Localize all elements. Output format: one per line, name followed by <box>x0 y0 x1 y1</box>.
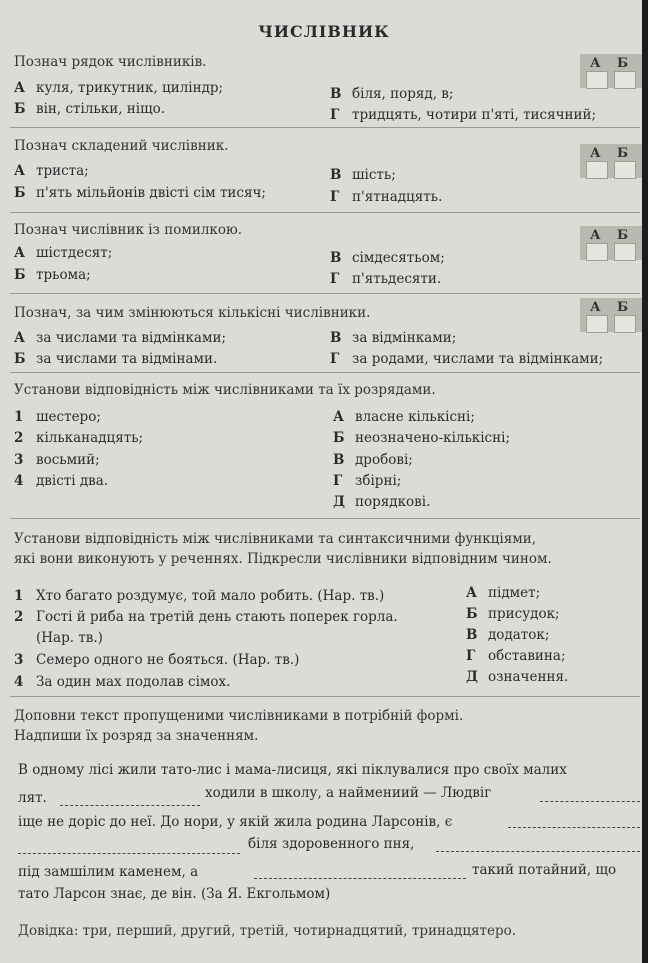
answer-cell-a[interactable] <box>586 243 608 261</box>
option-text: тридцять, чотири п'яті, тисячний; <box>352 107 597 123</box>
answer-cell-a[interactable] <box>586 315 608 333</box>
item-text: Гості й риба на третій день стають поперек горла. <box>36 609 398 625</box>
option-letter: В <box>330 330 342 346</box>
q3-option-g[interactable] <box>330 271 441 287</box>
option-text: біля, поряд, в; <box>352 86 454 102</box>
item-text: підмет; <box>488 585 541 601</box>
item-letter: В <box>333 452 345 468</box>
divider <box>10 212 640 213</box>
q6-function-a[interactable] <box>466 585 540 601</box>
question-2-prompt: Познач складений числівник. <box>14 138 229 154</box>
option-text: п'ятнадцять. <box>352 189 443 205</box>
divider <box>10 127 640 128</box>
option-text: шістдесят; <box>36 245 113 261</box>
question-6-prompt-line1: Установи відповідність між числівниками та синтаксичними функціями, <box>14 531 537 547</box>
item-letter: Г <box>333 473 343 489</box>
item-number: 4 <box>14 674 24 690</box>
q2-option-a[interactable] <box>14 163 89 179</box>
item-number: 1 <box>14 588 24 604</box>
option-letter: Г <box>330 351 340 367</box>
item-text: За один мах подолав сімох. <box>36 674 231 690</box>
item-text: восьмий; <box>36 452 100 468</box>
item-number: 3 <box>14 652 24 668</box>
q2-option-b[interactable] <box>14 185 266 201</box>
question-7-prompt-line1: Доповни текст пропущеними числівниками в потрібній формі. <box>14 708 464 724</box>
divider <box>10 518 640 519</box>
q1-option-g[interactable] <box>330 107 596 123</box>
item-text: означення. <box>488 669 569 685</box>
answer-label-b: Б <box>617 228 629 243</box>
item-text: присудок; <box>488 606 560 622</box>
q6-function-b[interactable] <box>466 606 560 622</box>
blank-4[interactable] <box>18 852 240 854</box>
option-letter: А <box>14 80 25 96</box>
q5-left-3[interactable] <box>14 452 100 468</box>
question-4-prompt: Познач, за чим змінюються кількісні числівники. <box>14 305 371 321</box>
q1-option-b[interactable] <box>14 101 165 117</box>
item-number: 3 <box>14 452 24 468</box>
q6-sentence-4[interactable] <box>14 674 230 690</box>
answer-cell-b[interactable] <box>614 71 636 89</box>
answer-label-a: А <box>590 56 601 71</box>
q5-right-d[interactable] <box>333 494 430 510</box>
q6-function-g[interactable] <box>466 648 566 664</box>
question-6-prompt-line2: які вони виконують у реченнях. Підкресли числівники відповідним чином. <box>14 551 552 567</box>
divider <box>10 372 640 373</box>
item-text: (Нар. тв.) <box>36 630 103 646</box>
text-line-2-start: лят. <box>18 790 47 806</box>
q1-option-a[interactable] <box>14 80 223 96</box>
divider <box>10 696 640 697</box>
item-number: 1 <box>14 409 24 425</box>
q5-left-4[interactable] <box>14 473 108 489</box>
q1-option-v[interactable] <box>330 86 453 102</box>
photo-edge-shadow <box>642 0 648 963</box>
blank-1[interactable] <box>60 804 200 806</box>
option-text: за числами та відмінками; <box>36 330 226 346</box>
q5-right-v[interactable] <box>333 452 413 468</box>
text-line-1: В одному лісі жили тато-лис і мама-лисиця, які піклувалися про своїх малих <box>18 762 567 778</box>
q5-right-g[interactable] <box>333 473 401 489</box>
option-text: п'ятьдесяти. <box>352 271 442 287</box>
answer-box-q2[interactable] <box>580 144 648 178</box>
q4-option-g[interactable] <box>330 351 603 367</box>
item-letter: Д <box>466 669 479 685</box>
item-letter: Г <box>466 648 476 664</box>
item-letter: Б <box>333 430 345 446</box>
option-letter: Г <box>330 271 340 287</box>
item-number: 4 <box>14 473 24 489</box>
answer-cell-a[interactable] <box>586 71 608 89</box>
option-letter: Г <box>330 189 340 205</box>
answer-label-a: А <box>590 300 601 315</box>
item-text: двісті два. <box>36 473 109 489</box>
item-letter: А <box>333 409 344 425</box>
option-letter: Б <box>14 101 26 117</box>
page-title: ЧИСЛІВНИК <box>258 22 390 41</box>
answer-label-a: А <box>590 146 601 161</box>
question-1-prompt: Познач рядок числівників. <box>14 54 207 70</box>
option-letter: В <box>330 86 342 102</box>
blank-3[interactable] <box>508 826 640 828</box>
answer-cell-a[interactable] <box>586 161 608 179</box>
item-text: Хто багато роздумує, той мало робить. (Нар. тв.) <box>36 588 385 604</box>
q4-option-b[interactable] <box>14 351 217 367</box>
q6-sentence-2[interactable] <box>14 609 398 625</box>
q2-option-v[interactable] <box>330 167 396 183</box>
text-line-4: біля здоровенного пня, <box>248 836 415 852</box>
option-letter: В <box>330 250 342 266</box>
question-3-prompt: Познач числівник із помилкою. <box>14 222 243 238</box>
option-text: трьома; <box>36 267 91 283</box>
q6-sentence-2-source <box>14 630 103 646</box>
text-line-5-start: під замшілим каменем, а <box>18 864 199 880</box>
item-text: дробові; <box>355 452 413 468</box>
option-text: сімдесятьом; <box>352 250 445 266</box>
item-text: шестеро; <box>36 409 101 425</box>
item-text: обставина; <box>488 648 566 664</box>
q4-option-a[interactable] <box>14 330 226 346</box>
option-letter: В <box>330 167 342 183</box>
q3-option-b[interactable] <box>14 267 91 283</box>
question-5-prompt: Установи відповідність між числівниками та їх розрядами. <box>14 382 436 398</box>
item-text: збірні; <box>355 473 402 489</box>
text-line-6: тато Ларсон знає, де він. (За Я. Екгольмом) <box>18 886 331 902</box>
option-letter: Б <box>14 351 26 367</box>
answer-cell-b[interactable] <box>614 315 636 333</box>
option-text: за відмінками; <box>352 330 457 346</box>
item-text: додаток; <box>488 627 550 643</box>
text-line-2-mid: ходили в школу, а наймениий — Людвіг <box>205 785 492 801</box>
item-number: 2 <box>14 430 24 446</box>
q4-option-v[interactable] <box>330 330 456 346</box>
item-text: неозначено-кількісні; <box>355 430 510 446</box>
answer-cell-b[interactable] <box>614 243 636 261</box>
q3-option-v[interactable] <box>330 250 445 266</box>
option-text: за родами, числами та відмінками; <box>352 351 604 367</box>
item-text: кільканадцять; <box>36 430 144 446</box>
answer-label-b: Б <box>617 146 629 161</box>
option-letter: Б <box>14 185 26 201</box>
q5-left-1[interactable] <box>14 409 101 425</box>
option-letter: А <box>14 245 25 261</box>
option-letter: А <box>14 330 25 346</box>
q5-left-2[interactable] <box>14 430 143 446</box>
item-letter: В <box>466 627 478 643</box>
item-text: порядкові. <box>355 494 431 510</box>
option-text: п'ять мільйонів двісті сім тисяч; <box>36 185 266 201</box>
option-text: за числами та відмінами. <box>36 351 218 367</box>
answer-box-q3[interactable] <box>580 226 648 260</box>
divider <box>10 293 640 294</box>
hint-line: Довідка: три, перший, другий, третій, чотирнадцятий, тринадцятеро. <box>18 923 517 939</box>
item-letter: Д <box>333 494 346 510</box>
answer-box-q1[interactable] <box>580 54 648 88</box>
blank-5[interactable] <box>436 850 640 852</box>
q3-option-a[interactable] <box>14 245 112 261</box>
option-text: шість; <box>352 167 396 183</box>
option-letter: А <box>14 163 25 179</box>
item-letter: А <box>466 585 477 601</box>
item-number: 2 <box>14 609 24 625</box>
answer-box-q4[interactable] <box>580 298 648 332</box>
item-text: власне кількісні; <box>355 409 475 425</box>
item-text: Семеро одного не бояться. (Нар. тв.) <box>36 652 300 668</box>
answer-label-a: А <box>590 228 601 243</box>
option-text: куля, трикутник, циліндр; <box>36 80 224 96</box>
q5-right-a[interactable] <box>333 409 475 425</box>
blank-6[interactable] <box>254 877 466 879</box>
option-letter: Г <box>330 107 340 123</box>
q2-option-g[interactable] <box>330 189 442 205</box>
question-7-prompt-line2: Надпиши їх розряд за значенням. <box>14 728 259 744</box>
q6-sentence-3[interactable] <box>14 652 299 668</box>
q6-sentence-1[interactable] <box>14 588 384 604</box>
item-letter: Б <box>466 606 478 622</box>
text-line-5-end: такий потайний, що <box>472 862 617 878</box>
blank-2[interactable] <box>540 800 640 802</box>
option-text: триста; <box>36 163 89 179</box>
q6-function-v[interactable] <box>466 627 549 643</box>
q6-function-d[interactable] <box>466 669 568 685</box>
answer-cell-b[interactable] <box>614 161 636 179</box>
q5-right-b[interactable] <box>333 430 510 446</box>
option-text: він, стільки, ніщо. <box>36 101 166 117</box>
text-line-3: іще не доріс до неї. До нори, у якій жила родина Ларсонів, є <box>18 814 453 830</box>
answer-label-b: Б <box>617 56 629 71</box>
answer-label-b: Б <box>617 300 629 315</box>
option-letter: Б <box>14 267 26 283</box>
